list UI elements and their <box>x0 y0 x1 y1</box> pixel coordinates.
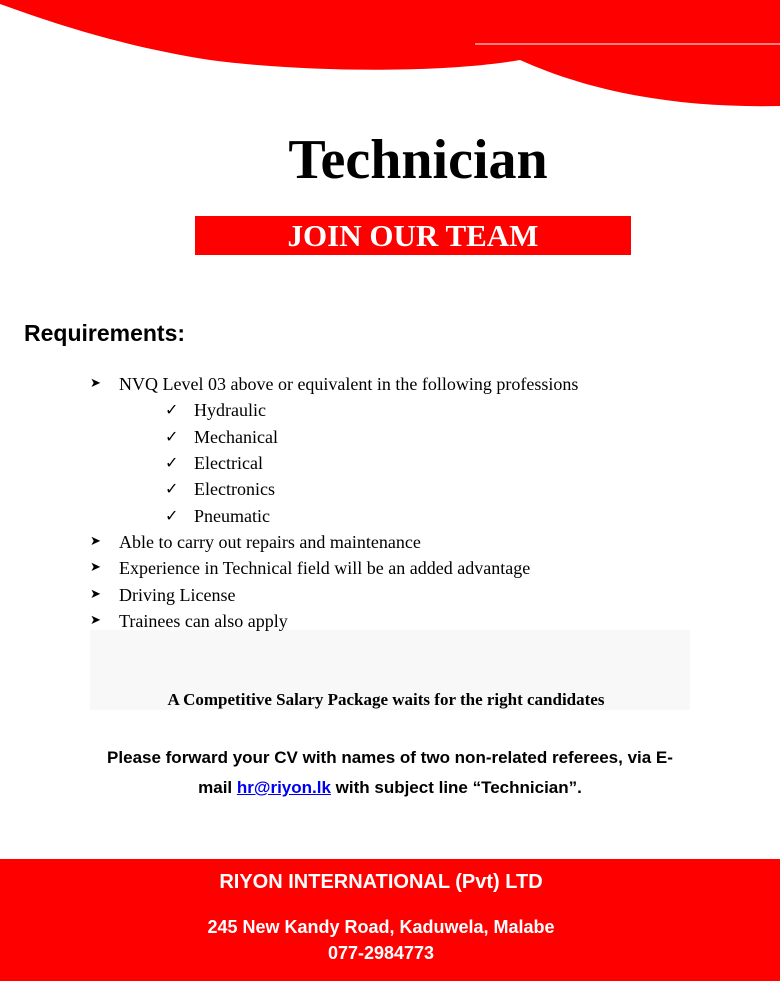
apply-line-2: mail hr@riyon.lk with subject line “Technician”. <box>198 778 582 797</box>
footer-bar <box>0 859 780 981</box>
company-name: RIYON INTERNATIONAL (Pvt) LTD <box>219 871 543 893</box>
salary-note: A Competitive Salary Package waits for the right candidates <box>167 690 605 709</box>
job-title: Technician <box>288 129 548 191</box>
join-team-banner: JOIN OUR TEAM <box>195 216 631 255</box>
arrow-bullet-icon: ➤ <box>90 560 101 575</box>
check-icon: ✓ <box>165 479 179 498</box>
arrow-bullet-icon: ➤ <box>90 613 101 628</box>
check-icon: ✓ <box>165 427 179 446</box>
arrow-bullet-icon: ➤ <box>90 534 101 549</box>
apply-line-1: Please forward your CV with names of two non-related referees, via E- <box>107 748 673 767</box>
company-phone: 077-2984773 <box>327 943 435 963</box>
email-link[interactable]: hr@riyon.lk <box>236 778 331 797</box>
header-red-swoosh <box>0 0 780 110</box>
requirements-heading: Requirements: <box>24 320 186 346</box>
arrow-bullet-icon: ➤ <box>90 587 101 602</box>
company-address: 245 New Kandy Road, Kaduwela, Malabe <box>207 917 555 937</box>
apply-instructions <box>20 743 760 803</box>
arrow-bullet-icon: ➤ <box>90 376 101 391</box>
check-icon: ✓ <box>165 506 179 525</box>
check-icon: ✓ <box>165 400 179 419</box>
check-icon: ✓ <box>165 453 179 472</box>
